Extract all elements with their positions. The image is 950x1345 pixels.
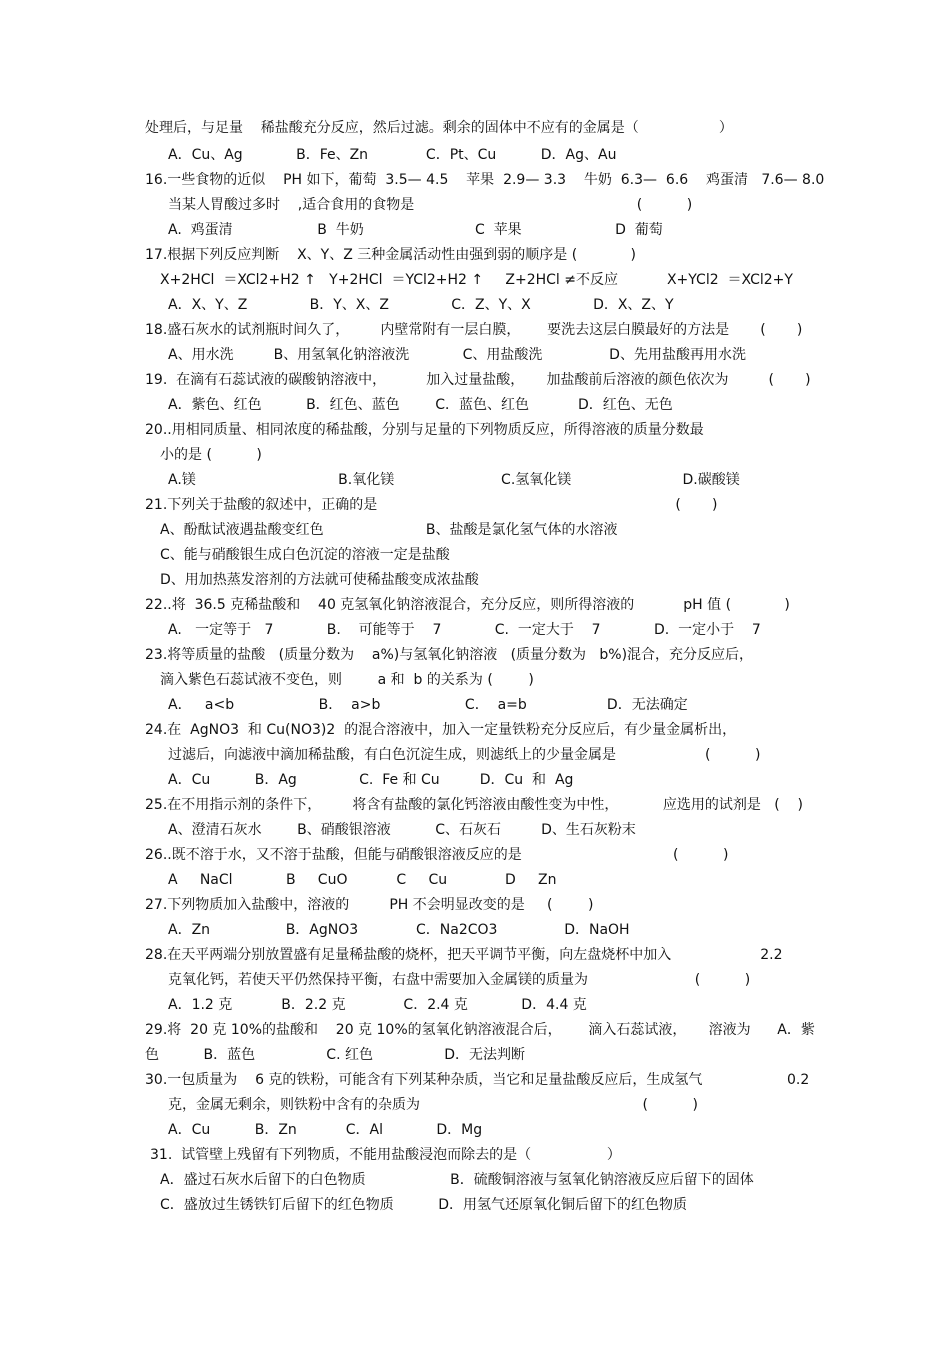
options-21: C、能与硝酸银生成白色沉淀的溶液一定是盐酸 xyxy=(160,547,450,563)
question-22: 22..将 36.5 克稀盐酸和 40 克氢氧化钠溶液混合，充分反应，则所得溶液的 pH 值 ( ) xyxy=(145,597,790,613)
question-18: 18.盛石灰水的试剂瓶时间久了， 内壁常附有一层白膜， 要洗去这层白膜最好的方法是 ( ) xyxy=(145,322,803,338)
options-20: A.镁 B.氧化镁 C.氢氧化镁 D.碳酸镁 xyxy=(168,472,740,488)
options-31: C．盛放过生锈铁钉后留下的红色物质 D．用氢气还原氧化铜后留下的红色物质 xyxy=(160,1197,688,1213)
question-27: 27.下列物质加入盐酸中，溶液的 PH 不会明显改变的是 ( ) xyxy=(145,897,594,913)
options-19: A．紫色、红色 B．红色、蓝色 C．蓝色、红色 D．红色、无色 xyxy=(168,397,673,413)
question-19: 19. 在滴有石蕊试液的碳酸钠溶液中， 加入过量盐酸， 加盐酸前后溶液的颜色依次为 ( ) xyxy=(145,372,811,388)
text-line: X+2HCl ＝XCl2+H2 ↑ Y+2HCl ＝YCl2+H2 ↑ Z+2HCl ≠不反应 X+YCl2 ＝XCl2+Y xyxy=(160,272,793,288)
text-line: 克，金属无剩余，则铁粉中含有的杂质为 ( ) xyxy=(168,1097,698,1113)
text-line: 当某人胃酸过多时 ,适合食用的食物是 ( ) xyxy=(168,197,693,213)
question-20: 20..用相同质量、相同浓度的稀盐酸，分别与足量的下列物质反应，所得溶液的质量分数最 xyxy=(145,422,704,438)
options-31: A．盛过石灰水后留下的白色物质 B．硫酸铜溶液与氢氧化钠溶液反应后留下的固体 xyxy=(160,1172,754,1188)
options-28: A．1.2 克 B．2.2 克 C．2.4 克 D．4.4 克 xyxy=(168,997,587,1013)
text-line: 滴入紫色石蕊试液不变色，则 a 和 b 的关系为 ( ) xyxy=(160,672,534,688)
options-16: A. 鸡蛋清 B 牛奶 C 苹果 D 葡萄 xyxy=(168,222,663,238)
text-line: 小的是 ( ) xyxy=(160,447,262,463)
question-24: 24.在 AgNO3 和 Cu(NO3)2 的混合溶液中，加入一定量铁粉充分反应后，有少量金属析出， xyxy=(145,722,737,738)
text-line: 克氧化钙，若使天平仍然保持平衡，右盘中需要加入金属镁的质量为 ( ) xyxy=(168,972,751,988)
question-30: 30.一包质量为 6 克的铁粉，可能含有下列某种杂质，当它和足量盐酸反应后，生成氢气 0.2 xyxy=(145,1072,810,1088)
options-26: A NaCl B CuO C Cu D Zn xyxy=(168,872,557,888)
options-27: A．Zn B．AgNO3 C．Na2CO3 D．NaOH xyxy=(168,922,630,938)
question-23: 23.将等质量的盐酸 (质量分数为 a%)与氢氧化钠溶液 (质量分数为 b%)混合，充分反应后， xyxy=(145,647,754,663)
text-line: 过滤后，向滤液中滴加稀盐酸，有白色沉淀生成，则滤纸上的少量金属是 ( ) xyxy=(168,747,761,763)
options-21: D、用加热蒸发溶剂的方法就可使稀盐酸变成浓盐酸 xyxy=(160,572,479,588)
options-21: A、酚酞试液遇盐酸变红色 B、盐酸是氯化氢气体的水溶液 xyxy=(160,522,618,538)
options-30: A．Cu B．Zn C．Al D．Mg xyxy=(168,1122,483,1138)
question-16: 16.一些食物的近似 PH 如下，葡萄 3.5— 4.5 苹果 2.9— 3.3 牛奶 6.3— 6.6 鸡蛋清 7.6— 8.0 xyxy=(145,172,825,188)
options-17: A．X、Y、Z B．Y、X、Z C．Z、Y、X D．X、Z、Y xyxy=(168,297,674,313)
options-25: A、澄清石灰水 B、硝酸银溶液 C、石灰石 D、生石灰粉末 xyxy=(168,822,636,838)
options-29: 色 B．蓝色 C. 红色 D．无法判断 xyxy=(145,1047,525,1063)
question-17: 17.根据下列反应判断 X、Y、Z 三种金属活动性由强到弱的顺序是 ( ) xyxy=(145,247,637,263)
question-29: 29.将 20 克 10%的盐酸和 20 克 10%的氢氧化钠溶液混合后， 滴入石蕊试液， 溶液为 A．紫 xyxy=(145,1022,815,1038)
options-23: A． a<b B． a>b C． a=b D．无法确定 xyxy=(168,697,688,713)
question-26: 26..既不溶于水，又不溶于盐酸，但能与硝酸银溶液反应的是 ( ) xyxy=(145,847,729,863)
text-line: A．Cu、Ag B．Fe、Zn C．Pt、Cu D．Ag、Au xyxy=(168,147,617,163)
options-18: A、用水洗 B、用氢氧化钠溶液洗 C、用盐酸洗 D、先用盐酸再用水洗 xyxy=(168,347,746,363)
question-28: 28.在天平两端分别放置盛有足量稀盐酸的烧杯，把天平调节平衡，向左盘烧杯中加入 2.2 xyxy=(145,947,783,963)
options-22: A. 一定等于 7 B. 可能等于 7 C. 一定大于 7 D. 一定小于 7 xyxy=(168,622,761,638)
text-line: 处理后，与足量 稀盐酸充分反应，然后过滤。剩余的固体中不应有的金属是（ ） xyxy=(145,120,733,136)
options-24: A．Cu B．Ag C. Fe 和 Cu D．Cu 和 Ag xyxy=(168,772,574,788)
question-25: 25.在不用指示剂的条件下， 将含有盐酸的氯化钙溶液由酸性变为中性， 应选用的试剂是 ( ) xyxy=(145,797,803,813)
question-31: 31. 试管壁上残留有下列物质，不能用盐酸浸泡而除去的是（ ） xyxy=(150,1147,621,1163)
question-21: 21.下列关于盐酸的叙述中，正确的是 ( ) xyxy=(145,497,718,513)
